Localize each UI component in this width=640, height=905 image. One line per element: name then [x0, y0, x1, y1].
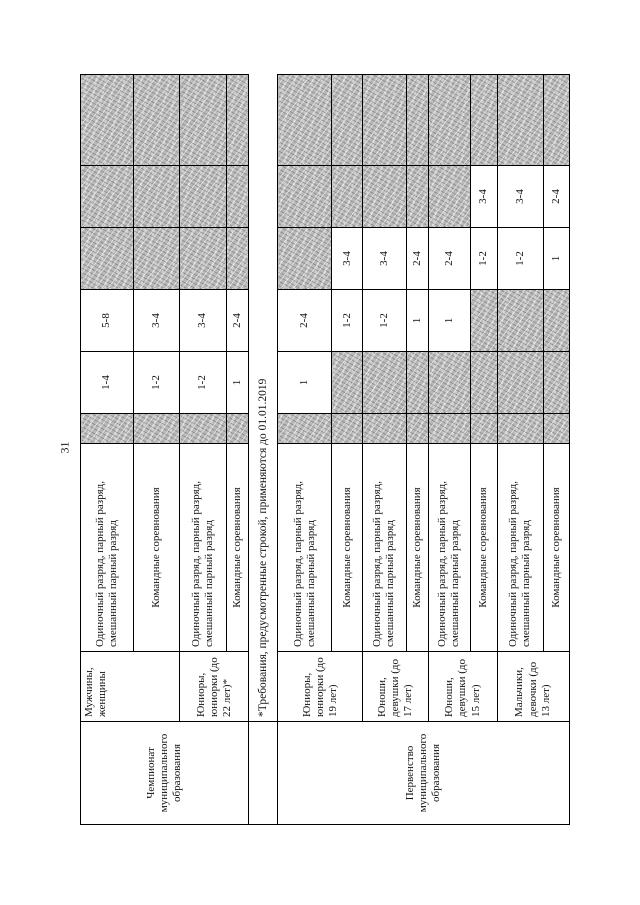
shaded-cell: [544, 352, 570, 414]
shaded-cell: [278, 414, 332, 444]
value-cell: 1-2: [133, 352, 180, 414]
shaded-cell: [544, 75, 570, 166]
value-cell: 1-2: [497, 228, 544, 290]
shaded-cell: [133, 228, 180, 290]
shaded-cell: [133, 166, 180, 228]
shaded-cell: [278, 228, 332, 290]
value-cell: 2-4: [544, 166, 570, 228]
shaded-cell: [278, 75, 332, 166]
men-women-cell: Мужчины, женщины: [81, 652, 180, 722]
category-cell: Одиночный разряд, парный разряд, смешанный парный разряд: [81, 444, 134, 652]
juniors19-cell: Юниоры, юниорки (до 19 лет): [278, 652, 363, 722]
boys15-cell: Юноши, девушки (до 15 лет): [429, 652, 497, 722]
value-cell: 1: [226, 352, 249, 414]
value-cell: 1-2: [332, 290, 363, 352]
shaded-cell: [497, 414, 544, 444]
shaded-cell: [429, 414, 470, 444]
table-row: [363, 75, 406, 825]
rotated-table-wrapper: [80, 75, 570, 825]
value-cell: 1-2: [180, 352, 227, 414]
shaded-cell: [332, 352, 363, 414]
shaded-cell: [470, 75, 497, 166]
category-cell: Командные соревнования: [406, 444, 429, 652]
shaded-cell: [332, 166, 363, 228]
shaded-cell: [406, 352, 429, 414]
juniors22-cell: Юниоры, юниорки (до 22 лет)*: [180, 652, 249, 722]
note-cell: *Требования, предусмотренные строкой, применяются до 01.01.2019: [249, 75, 278, 722]
category-cell: Командные соревнования: [544, 444, 570, 652]
value-cell: 3-4: [180, 290, 227, 352]
value-cell: 3-4: [332, 228, 363, 290]
shaded-cell: [180, 75, 227, 166]
value-cell: 3-4: [133, 290, 180, 352]
shaded-cell: [180, 414, 227, 444]
shaded-cell: [429, 166, 470, 228]
shaded-cell: [226, 414, 249, 444]
shaded-cell: [180, 166, 227, 228]
shaded-cell: [470, 352, 497, 414]
value-cell: 2-4: [429, 228, 470, 290]
shaded-cell: [470, 414, 497, 444]
shaded-cell: [497, 290, 544, 352]
championship-cell: Чемпионат муниципального образования: [81, 722, 249, 825]
table-row: [180, 75, 227, 825]
shaded-cell: [226, 228, 249, 290]
value-cell: 2-4: [278, 290, 332, 352]
shaded-cell: [363, 75, 406, 166]
value-cell: 2-4: [226, 290, 249, 352]
shaded-cell: [406, 414, 429, 444]
kids13-cell: Мальчики, девочки (до 13 лет): [497, 652, 569, 722]
shaded-cell: [81, 166, 134, 228]
value-cell: 1-4: [81, 352, 134, 414]
shaded-cell: [429, 75, 470, 166]
category-cell: Командные соревнования: [133, 444, 180, 652]
category-cell: Командные соревнования: [470, 444, 497, 652]
shaded-cell: [470, 290, 497, 352]
shaded-cell: [226, 166, 249, 228]
shaded-cell: [363, 166, 406, 228]
shaded-cell: [406, 75, 429, 166]
value-cell: 1-2: [470, 228, 497, 290]
table-row: [81, 75, 134, 825]
shaded-cell: [544, 414, 570, 444]
value-cell: 1-2: [363, 290, 406, 352]
category-cell: Командные соревнования: [226, 444, 249, 652]
shaded-cell: [133, 75, 180, 166]
value-cell: 1: [406, 290, 429, 352]
value-cell: 1: [429, 290, 470, 352]
requirements-table: [80, 74, 570, 825]
value-cell: 1: [278, 352, 332, 414]
shaded-cell: [497, 75, 544, 166]
category-cell: Командные соревнования: [332, 444, 363, 652]
category-cell: Одиночный разряд, парный разряд, смешанный парный разряд: [429, 444, 470, 652]
first-section-cell: Первенство муниципального образования: [278, 722, 570, 825]
value-cell: 3-4: [363, 228, 406, 290]
shaded-cell: [497, 352, 544, 414]
shaded-cell: [81, 414, 134, 444]
empty-cell: [249, 722, 278, 825]
value-cell: 5-8: [81, 290, 134, 352]
shaded-cell: [332, 75, 363, 166]
boys17-cell: Юноши, девушки (до 17 лет): [363, 652, 429, 722]
note-row: [249, 75, 278, 825]
shaded-cell: [81, 228, 134, 290]
category-cell: Одиночный разряд, парный разряд, смешанный парный разряд: [278, 444, 332, 652]
category-cell: Одиночный разряд, парный разряд, смешанный парный разряд: [180, 444, 227, 652]
shaded-cell: [278, 166, 332, 228]
table-row: [278, 75, 332, 825]
shaded-cell: [332, 414, 363, 444]
shaded-cell: [133, 414, 180, 444]
shaded-cell: [363, 414, 406, 444]
shaded-cell: [429, 352, 470, 414]
value-cell: 2-4: [406, 228, 429, 290]
category-cell: Одиночный разряд, парный разряд, смешанный парный разряд: [363, 444, 406, 652]
shaded-cell: [544, 290, 570, 352]
shaded-cell: [226, 75, 249, 166]
table-row: [497, 75, 544, 825]
shaded-cell: [180, 228, 227, 290]
shaded-cell: [81, 75, 134, 166]
value-cell: 1: [544, 228, 570, 290]
category-cell: Одиночный разряд, парный разряд, смешанный парный разряд: [497, 444, 544, 652]
table-row: [429, 75, 470, 825]
shaded-cell: [363, 352, 406, 414]
shaded-cell: [406, 166, 429, 228]
value-cell: 3-4: [470, 166, 497, 228]
value-cell: 3-4: [497, 166, 544, 228]
page-number: 31: [57, 441, 72, 454]
